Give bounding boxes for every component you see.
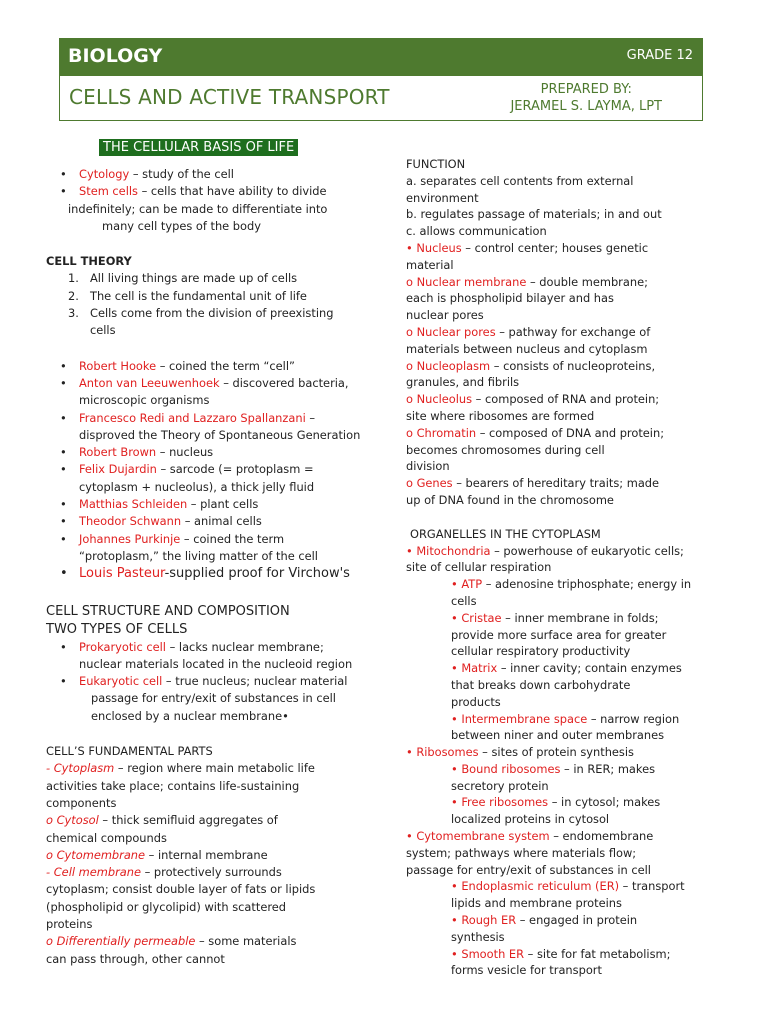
text-line: lipids and membrane proteins [451, 896, 622, 911]
text-line: up of DNA found in the chromosome [406, 492, 614, 507]
term: Cytology [79, 167, 130, 181]
text-line: b. regulates passage of materials; in and out [406, 207, 662, 222]
text-line: activities take place; contains life-sustaining [46, 778, 300, 793]
text-line: synthesis [451, 929, 505, 944]
scientist-item [46, 531, 376, 548]
cell-type-item [46, 673, 376, 690]
definition: – study of the cell [129, 167, 234, 181]
theory-item [46, 305, 376, 322]
text-line: material [406, 257, 454, 272]
scientist-name: Robert Brown [79, 445, 157, 460]
term: • Intermembrane space [451, 711, 588, 726]
scientist-list [46, 358, 376, 583]
definition: – composed of DNA and protein; [476, 425, 665, 440]
term: o Nucleolus [406, 392, 473, 407]
text-line: forms vesicle for transport [451, 963, 602, 978]
text-line: cellular respiratory productivity [451, 644, 631, 659]
definition: – protectively surrounds [140, 865, 282, 880]
term-item [406, 391, 726, 408]
definition: – control center; houses genetic [461, 240, 649, 255]
text-line: indefinitely; can be made to differentiate into [68, 201, 328, 216]
text-line: cells [451, 593, 477, 608]
scientist-name: Matthias Schleiden [79, 497, 188, 512]
text-line: “protoplasm,” the living matter of the cell [79, 548, 318, 563]
term-item [406, 761, 726, 778]
definition: – transport [619, 879, 685, 894]
parts-heading: CELL’S FUNDAMENTAL PARTS [46, 744, 213, 759]
term: • Cytomembrane system [406, 829, 550, 844]
structure-heading: CELL STRUCTURE AND COMPOSITION [46, 603, 290, 619]
text-line: materials between nucleus and cytoplasm [406, 341, 648, 356]
item-text: Cells come from the division of preexisting [90, 306, 334, 321]
item-number: 1. [68, 271, 79, 286]
organelles-heading: ORGANELLES IN THE CYTOPLASM [410, 526, 601, 541]
contribution: – animal cells [181, 514, 262, 529]
term: • Nucleus [406, 240, 462, 255]
definition: – powerhouse of eukaryotic cells; [490, 543, 684, 558]
definition: – cells that have ability to divide [137, 184, 327, 199]
text-line: localized proteins in cytosol [451, 812, 610, 827]
item-text: The cell is the fundamental unit of life [90, 288, 307, 303]
scientist-item [46, 375, 376, 392]
two-types-heading: TWO TYPES OF CELLS [46, 621, 188, 637]
term-item [406, 240, 726, 257]
item-number: 2. [68, 288, 79, 303]
definition: – inner cavity; contain enzymes [497, 661, 682, 676]
prepared-label: PREPARED BY: [540, 82, 632, 97]
text-line: c. allows communication [406, 224, 547, 239]
text-line: each is phospholipid bilayer and has [406, 291, 614, 306]
definition: – lacks nuclear membrane; [165, 639, 324, 654]
scientist-item [46, 358, 376, 375]
contribution: – coined the term “cell” [156, 358, 295, 373]
term: o Genes [406, 476, 453, 491]
definition: – site for fat metabolism; [524, 946, 671, 961]
text-line: division [406, 459, 450, 474]
definition: – true nucleus; nuclear material [162, 674, 348, 689]
definition: – adenosine triphosphate; energy in [482, 577, 692, 592]
term: o Differentially permeable [46, 934, 196, 949]
item-number: 3. [68, 306, 79, 321]
intro-item [46, 183, 376, 200]
scientist-item [46, 410, 376, 427]
scientist-name: Louis Pasteur [79, 566, 165, 582]
text-line: many cell types of the body [102, 218, 261, 233]
scientist-name: Felix Dujardin [79, 462, 157, 477]
cell-type-name: Prokaryotic cell [79, 639, 166, 654]
cell-theory-heading: CELL THEORY [46, 254, 132, 269]
term: • Rough ER [451, 913, 517, 928]
definition: – some materials [195, 934, 297, 949]
definition: – endomembrane [549, 829, 654, 844]
term: • ATP [451, 577, 483, 592]
definition: – engaged in protein [516, 913, 638, 928]
definition: – region where main metabolic life [114, 761, 315, 776]
theory-item [46, 288, 376, 305]
definition: – sites of protein synthesis [478, 745, 634, 760]
contribution: – [305, 410, 316, 425]
term: - Cytoplasm [46, 761, 115, 776]
cell-type-item [46, 639, 376, 656]
prepared-name: JERAMEL S. LAYMA, LPT [510, 99, 662, 114]
text-line: site of cellular respiration [406, 560, 552, 575]
term-item [406, 324, 726, 341]
text-line: enclosed by a nuclear membrane• [91, 708, 289, 723]
text-line: secretory protein [451, 778, 549, 793]
header-bar [59, 38, 703, 76]
term-item [406, 358, 726, 375]
contribution: -supplied proof for Virchow's [164, 566, 350, 582]
definition: – in RER; makes [560, 761, 656, 776]
text-line: nuclear pores [406, 308, 484, 323]
contribution: – nucleus [156, 445, 214, 460]
theory-item [46, 270, 376, 287]
term: • Matrix [451, 661, 498, 676]
text-line: granules, and fibrils [406, 375, 520, 390]
term-item [406, 912, 726, 929]
term: • Cristae [451, 610, 502, 625]
item-text: All living things are made up of cells [90, 271, 298, 286]
term-item [406, 576, 726, 593]
prepared-by [510, 81, 662, 115]
text-line: cells [90, 323, 116, 338]
scientist-item [46, 513, 376, 530]
page-title: CELLS AND ACTIVE TRANSPORT [69, 85, 390, 109]
contribution: – sarcode (= protoplasm = [156, 462, 314, 477]
subject-title: BIOLOGY [68, 45, 163, 67]
text-line: becomes chromosomes during cell [406, 442, 605, 457]
scientist-name: Theodor Schwann [79, 514, 182, 529]
text-line: (phospholipid or glycolipid) with scattered [46, 899, 287, 914]
term: o Cytomembrane [46, 847, 146, 862]
definition: – thick semifluid aggregates of [98, 813, 278, 828]
text-line: environment [406, 190, 479, 205]
term: Stem cells [79, 184, 138, 199]
term: • Smooth ER [451, 946, 525, 961]
scientist-item [46, 444, 376, 461]
text-line: provide more surface area for greater [451, 627, 667, 642]
text-line: passage for entry/exit of substances in cell [406, 862, 651, 877]
text-line: microscopic organisms [79, 393, 210, 408]
text-line: cytoplasm + nucleolus), a thick jelly fluid [79, 479, 315, 494]
term-item [406, 274, 726, 291]
definition: – pathway for exchange of [495, 324, 651, 339]
contribution: – discovered bacteria, [219, 375, 349, 390]
term-item [406, 711, 726, 728]
contribution: – plant cells [187, 497, 259, 512]
term-item [406, 660, 726, 677]
text-line: nuclear materials located in the nucleoid region [79, 656, 353, 671]
scientist-name: Anton van Leeuwenhoek [79, 375, 220, 390]
definition: – double membrane; [526, 274, 648, 289]
scientist-item [46, 565, 376, 582]
term: o Nucleoplasm [406, 358, 491, 373]
term-item [406, 744, 726, 761]
text-line: between niner and outer membranes [451, 728, 665, 743]
contribution: – coined the term [180, 531, 285, 546]
term-item [406, 878, 726, 895]
left-column [46, 166, 376, 968]
term-item [406, 425, 726, 442]
part-item [46, 760, 376, 777]
term: • Endoplasmic reticulum (ER) [451, 879, 620, 894]
term-item [406, 828, 726, 845]
term-item [406, 543, 726, 560]
term: • Free ribosomes [451, 795, 549, 810]
term-item [406, 475, 726, 492]
text-line: products [451, 694, 501, 709]
definition: – inner membrane in folds; [501, 610, 659, 625]
term: o Chromatin [406, 425, 477, 440]
scientist-name: Robert Hooke [79, 358, 157, 373]
text-line: a. separates cell contents from external [406, 173, 634, 188]
term: • Bound ribosomes [451, 761, 561, 776]
term-item [406, 946, 726, 963]
text-line: system; pathways where materials flow; [406, 845, 637, 860]
definition: – consists of nucleoproteins, [490, 358, 656, 373]
part-item [46, 812, 376, 829]
term: • Ribosomes [406, 745, 479, 760]
function-heading: FUNCTION [406, 157, 466, 171]
text-line: site where ribosomes are formed [406, 408, 595, 423]
part-item [46, 864, 376, 881]
section-banner: THE CELLULAR BASIS OF LIFE [99, 139, 298, 156]
term-item [406, 794, 726, 811]
text-line: cytoplasm; consist double layer of fats or lipids [46, 882, 316, 897]
right-column [406, 156, 726, 979]
text-line: passage for entry/exit of substances in cell [91, 691, 336, 706]
text-line: that breaks down carbohydrate [451, 677, 631, 692]
definition: – internal membrane [145, 847, 268, 862]
text-line: chemical compounds [46, 830, 167, 845]
text-line: disproved the Theory of Spontaneous Generation [79, 427, 361, 442]
scientist-name: Johannes Purkinje [79, 531, 181, 546]
definition: – in cytosol; makes [548, 795, 661, 810]
definition: – narrow region [587, 711, 680, 726]
definition: – composed of RNA and protein; [472, 392, 660, 407]
term: - Cell membrane [46, 865, 141, 880]
title-bar [59, 76, 703, 121]
scientist-item [46, 496, 376, 513]
part-item [46, 847, 376, 864]
term-item [406, 610, 726, 627]
text-line: proteins [46, 916, 93, 931]
part-item [46, 933, 376, 950]
intro-item [46, 166, 376, 183]
scientist-item [46, 461, 376, 478]
term: • Mitochondria [406, 543, 491, 558]
definition: – bearers of hereditary traits; made [452, 476, 660, 491]
grade-label: GRADE 12 [626, 48, 693, 63]
term: o Nuclear pores [406, 324, 496, 339]
scientist-name: Francesco Redi and Lazzaro Spallanzani [79, 410, 306, 425]
term: o Cytosol [46, 813, 99, 828]
text-line: can pass through, other cannot [46, 951, 225, 966]
cell-type-name: Eukaryotic cell [79, 674, 163, 689]
term: o Nuclear membrane [406, 274, 527, 289]
text-line: components [46, 795, 117, 810]
